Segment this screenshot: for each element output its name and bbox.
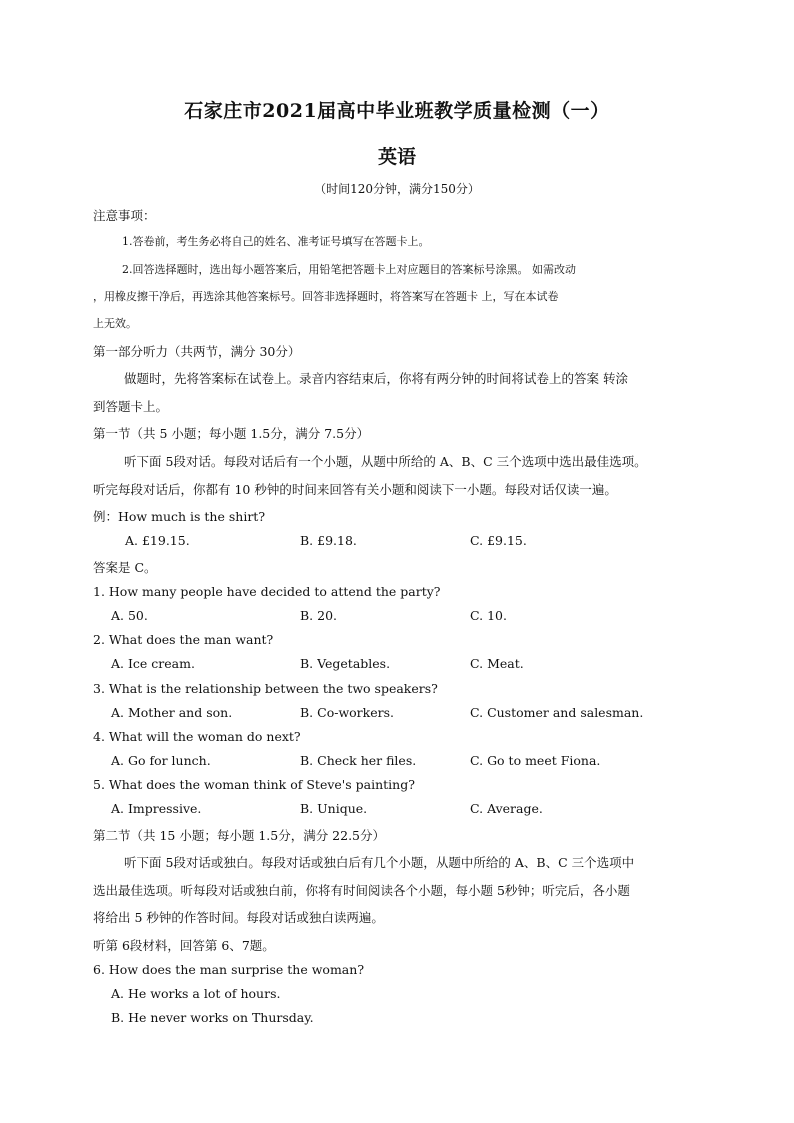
section1-heading: 第一节（共 5 小题；每小题 1.5分，满分 7.5分） bbox=[93, 426, 370, 441]
time-info: （时间120分钟，满分150分） bbox=[314, 182, 480, 196]
question-5-option-c: C. Average. bbox=[470, 801, 543, 816]
notice-item-1: 1.答卷前，考生务必将自己的姓名、准考证号填写在答题卡上。 bbox=[122, 235, 430, 248]
section2-heading: 第二节（共 15 小题；每小题 1.5分，满分 22.5分） bbox=[93, 828, 386, 843]
question-6-option-a: A. He works a lot of hours. bbox=[111, 986, 281, 1001]
question-6-option-b: B. He never works on Thursday. bbox=[111, 1010, 314, 1025]
question-2-option-c: C. Meat. bbox=[470, 656, 524, 671]
question-1-option-a: A. 50. bbox=[111, 608, 148, 623]
question-2-option-a: A. Ice cream. bbox=[111, 656, 195, 671]
example-option-c: C. £9.15. bbox=[470, 533, 527, 548]
notice-item-2-line-2: ，用橡皮擦干净后，再选涂其他答案标号。回答非选择题时，将答案写在答题卡 上，写在本试卷 bbox=[93, 290, 559, 303]
part1-heading: 第一部分听力（共两节，满分 30分） bbox=[93, 344, 301, 359]
question-3: 3. What is the relationship between the two speakers? bbox=[93, 681, 438, 696]
question-2-option-b: B. Vegetables. bbox=[300, 656, 391, 671]
question-2: 2. What does the man want? bbox=[93, 632, 274, 647]
section2-intro-line-3: 将给出 5 秒钟的作答时间。每段对话或独白读两遍。 bbox=[93, 910, 384, 925]
subject-title: 英语 bbox=[377, 146, 416, 168]
section2-intro-line-1: 听下面 5段对话或独白。每段对话或独白后有几个小题，从题中所给的 A、B、C 三个选项中 bbox=[124, 855, 635, 870]
part1-intro-line-1: 做题时，先将答案标在试卷上。录音内容结束后，你将有两分钟的时间将试卷上的答案 转涂 bbox=[124, 371, 628, 386]
question-3-option-a: A. Mother and son. bbox=[111, 705, 233, 720]
question-4-option-c: C. Go to meet Fiona. bbox=[470, 753, 601, 768]
section2-intro-line-2: 选出最佳选项。听每段对话或独白前，你将有时间阅读各个小题，每小题 5秒钟；听完后，各小题 bbox=[93, 883, 630, 898]
notice-heading: 注意事项： bbox=[93, 208, 156, 223]
example-option-a: A. £19.15. bbox=[125, 533, 190, 548]
question-4-option-a: A. Go for lunch. bbox=[111, 753, 211, 768]
notice-item-2-line-3: 上无效。 bbox=[93, 317, 137, 330]
exam-title: 石家庄市2021届高中毕业班教学质量检测（一） bbox=[184, 100, 610, 122]
question-5: 5. What does the woman think of Steve's painting? bbox=[93, 777, 415, 792]
part1-intro-line-2: 到答题卡上。 bbox=[93, 399, 169, 414]
material-6-heading: 听第 6段材料，回答第 6、7题。 bbox=[93, 938, 275, 953]
question-1-option-c: C. 10. bbox=[470, 608, 507, 623]
example-question: 例：How much is the shirt? bbox=[93, 509, 266, 524]
section1-intro-line-1: 听下面 5段对话。每段对话后有一个小题，从题中所给的 A、B、C 三个选项中选出最佳选项。 bbox=[124, 454, 647, 469]
question-4: 4. What will the woman do next? bbox=[93, 729, 301, 744]
question-5-option-b: B. Unique. bbox=[300, 801, 368, 816]
notice-item-2-line-1: 2.回答选择题时，选出每小题答案后，用铅笔把答题卡上对应题目的答案标号涂黑。 如需改动 bbox=[122, 263, 576, 276]
question-1-option-b: B. 20. bbox=[300, 608, 338, 623]
question-4-option-b: B. Check her files. bbox=[300, 753, 417, 768]
section1-intro-line-2: 听完每段对话后，你都有 10 秒钟的时间来回答有关小题和阅读下一小题。每段对话仅读一遍。 bbox=[93, 482, 617, 497]
question-3-option-c: C. Customer and salesman. bbox=[470, 705, 644, 720]
question-5-option-a: A. Impressive. bbox=[111, 801, 202, 816]
question-1: 1. How many people have decided to attend the party? bbox=[93, 584, 441, 599]
question-3-option-b: B. Co-workers. bbox=[300, 705, 394, 720]
question-6: 6. How does the man surprise the woman? bbox=[93, 962, 365, 977]
example-option-b: B. £9.18. bbox=[300, 533, 357, 548]
example-answer: 答案是 C。 bbox=[93, 560, 157, 575]
